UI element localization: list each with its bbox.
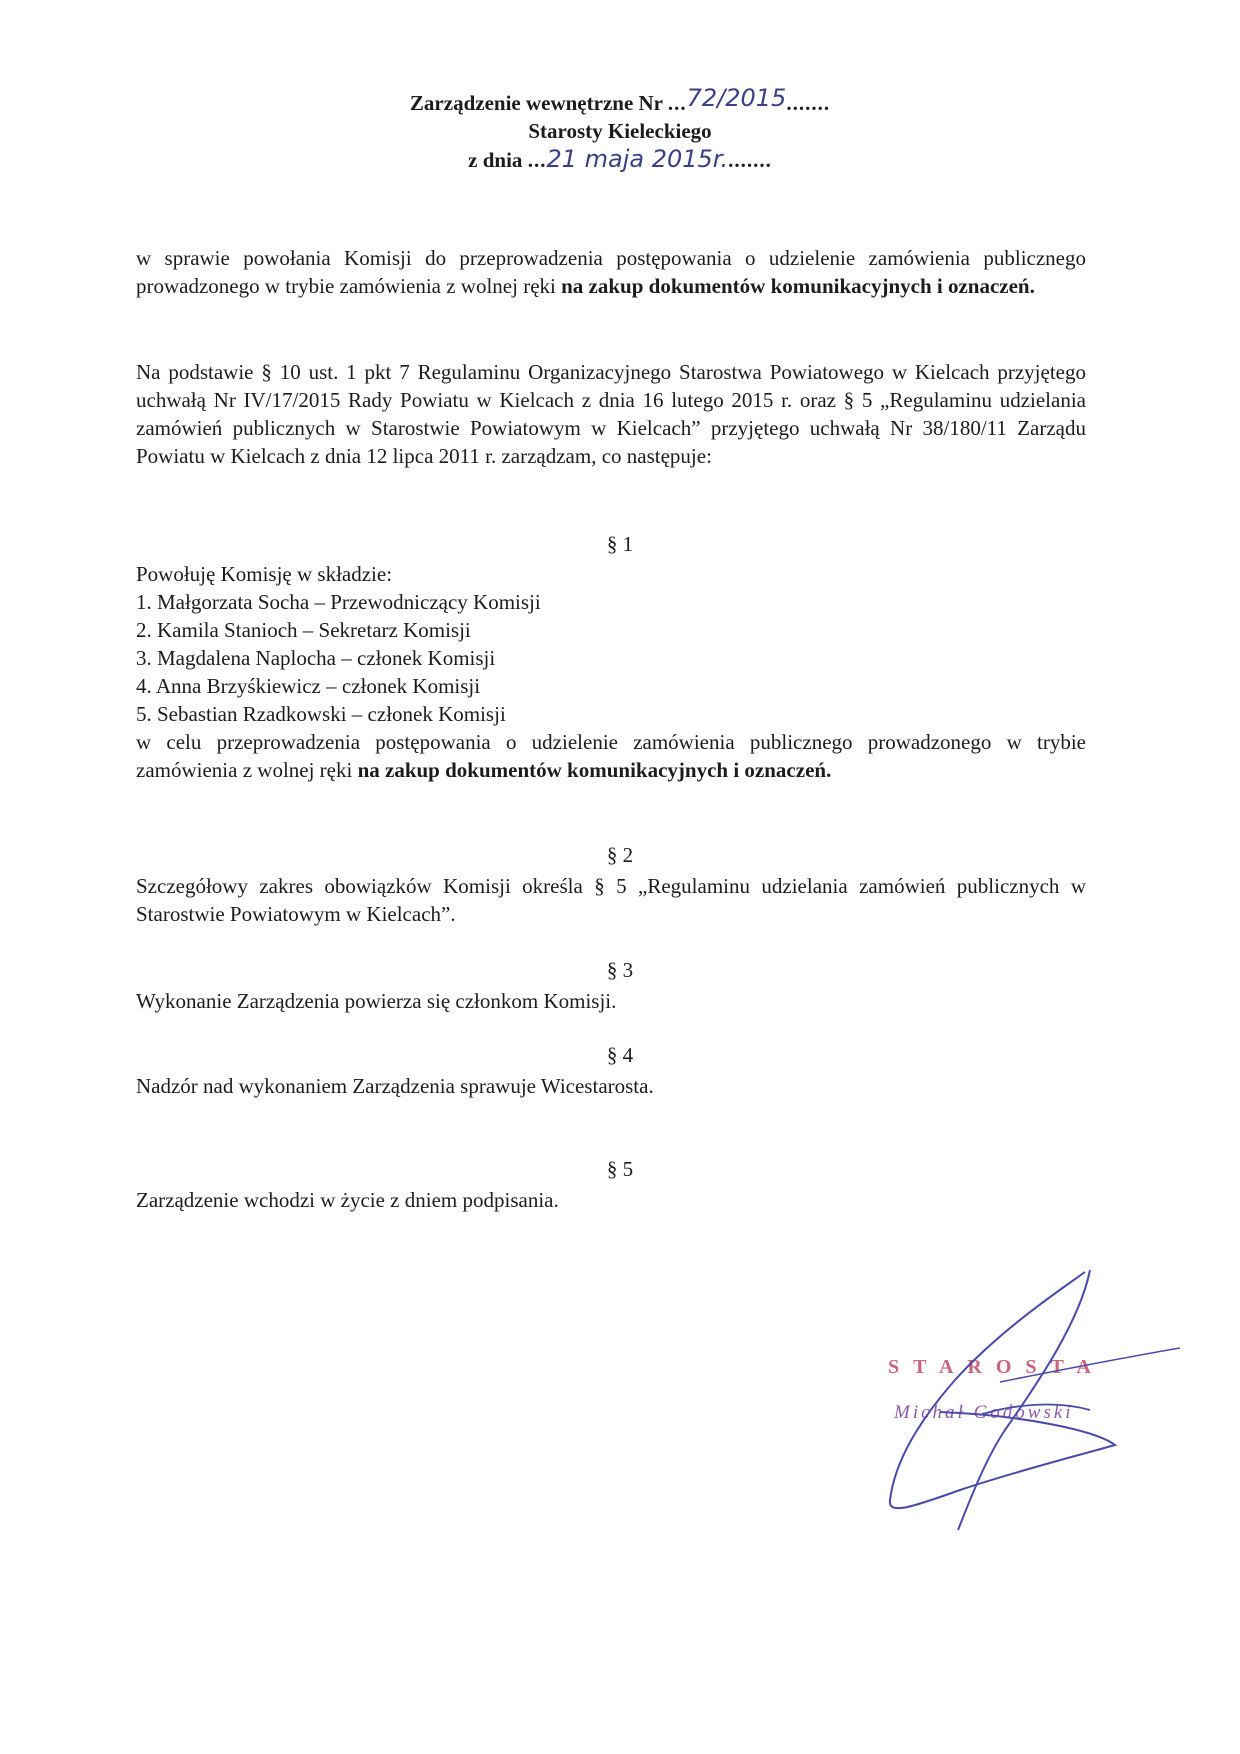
header-issuer: Starosty Kieleckiego — [528, 119, 712, 143]
header-dots: ... — [667, 91, 687, 115]
member-list-item: 2. Kamila Stanioch – Sekretarz Komisji — [136, 618, 471, 642]
section-1-intro: Powołuję Komisję w składzie: — [136, 562, 393, 586]
header-date-line — [0, 145, 1240, 174]
stamp-title: STAROSTA — [888, 1356, 1105, 1378]
section-2-text: Szczegółowy zakres obowiązków Komisji określa § 5 „Regulaminu udzielania zamówień publicznych w Starostwie Powiatowym w Kielcach”. — [136, 874, 1086, 926]
document-header — [0, 84, 1240, 174]
starosta-stamp — [880, 1260, 1180, 1540]
handwritten-date: 21 maja 2015r. — [546, 145, 729, 173]
section-1-title: § 1 — [606, 532, 634, 556]
header-dots: ... — [527, 148, 547, 172]
handwritten-number: 72/2015 — [686, 84, 787, 112]
section-4-title: § 4 — [606, 1043, 634, 1067]
section-1-body — [136, 560, 1086, 784]
section-1-purpose — [136, 728, 1086, 784]
section-5-title: § 5 — [606, 1157, 634, 1181]
section-1-purpose-text: w celu przeprowadzenia postępowania o udzielenie zamówienia publicznego prowadzonego w trybie zamówienia z wolnej ręki — [136, 730, 1086, 782]
stamp-name: Michał Godowski — [894, 1402, 1074, 1423]
section-5-text: Zarządzenie wchodzi w życie z dniem podpisania. — [136, 1188, 559, 1212]
subject-paragraph — [136, 244, 1086, 300]
header-dots: ....... — [786, 91, 831, 115]
member-list-item: 5. Sebastian Rzadkowski – członek Komisji — [136, 702, 506, 726]
section-4-text: Nadzór nad wykonaniem Zarządzenia sprawuje Wicestarosta. — [136, 1074, 654, 1098]
legal-basis-paragraph: Na podstawie § 10 ust. 1 pkt 7 Regulaminu Organizacyjnego Starostwa Powiatowego w Kielcach przyjętego uchwałą Nr IV/17/2015 Rady Powiatu w Kielcach z dnia 16 lutego 2015 r. oraz § 5 „Regulaminu udzielania zamówień publicznych w Starostwie Powiatowym w Kielcach” przyjętego uchwałą Nr 38/180/11 Zarządu Powiatu w Kielcach z dnia 12 lipca 2011 r. zarządzam, co następuje: — [136, 360, 1086, 468]
subject-text: w sprawie powołania Komisji do przeprowadzenia postępowania o udzielenie zamówienia publicznego prowadzonego w trybie zamówienia z wolnej ręki — [136, 246, 1086, 298]
member-list-item: 4. Anna Brzyśkiewicz – członek Komisji — [136, 674, 481, 698]
subject-bold-text: na zakup dokumentów komunikacyjnych i oznaczeń. — [561, 274, 1035, 298]
section-3-text: Wykonanie Zarządzenia powierza się członkom Komisji. — [136, 989, 617, 1013]
handwritten-signature-icon — [880, 1260, 1180, 1540]
header-dots: ....... — [728, 148, 772, 172]
section-1-purpose-bold: na zakup dokumentów komunikacyjnych i oznaczeń. — [357, 758, 832, 782]
section-3-title: § 3 — [606, 958, 634, 982]
member-list-item: 3. Magdalena Naplocha – członek Komisji — [136, 646, 496, 670]
section-2-title: § 2 — [606, 843, 634, 867]
member-list-item: 1. Małgorzata Socha – Przewodniczący Komisji — [136, 590, 541, 614]
header-date-prefix: z dnia — [468, 148, 523, 172]
header-title-line — [0, 84, 1240, 117]
header-title: Zarządzenie wewnętrzne Nr — [409, 91, 663, 115]
